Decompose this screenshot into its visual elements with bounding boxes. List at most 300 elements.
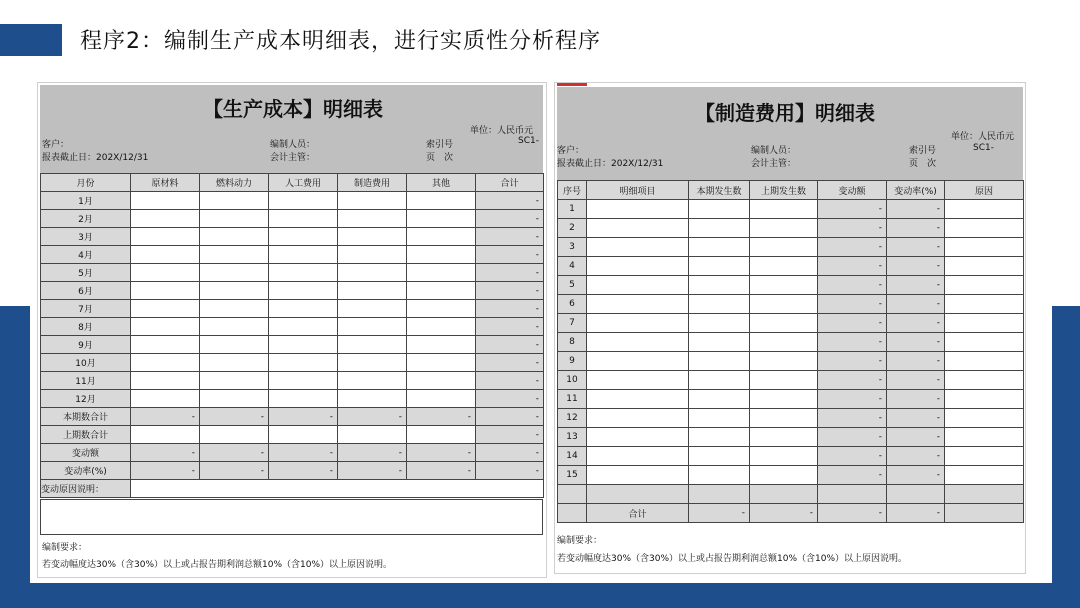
change-rate-cell: -	[887, 200, 945, 219]
current-cell[interactable]	[689, 447, 750, 466]
input-cell[interactable]	[131, 354, 200, 372]
row-number: 11	[558, 390, 587, 409]
input-cell[interactable]	[131, 390, 200, 408]
item-cell[interactable]	[587, 200, 689, 219]
month-label: 9月	[41, 336, 131, 354]
item-cell[interactable]	[587, 466, 689, 485]
index-value: SC1-	[973, 143, 994, 153]
total-cell: -	[476, 210, 544, 228]
change-rate-cell: -	[887, 295, 945, 314]
input-cell[interactable]	[200, 300, 269, 318]
summary-total-cell: -	[476, 408, 544, 426]
prior-cell[interactable]	[750, 276, 818, 295]
header-row	[558, 181, 1024, 200]
input-cell[interactable]	[269, 390, 338, 408]
summary-cell: -	[131, 462, 200, 480]
month-label: 12月	[41, 390, 131, 408]
client-label: 客户：	[557, 146, 585, 156]
row-number: 3	[558, 238, 587, 257]
current-cell[interactable]	[689, 276, 750, 295]
change-cell: -	[818, 200, 887, 219]
item-cell[interactable]	[587, 333, 689, 352]
summary-label: 上期数合计	[41, 426, 131, 444]
month-label: 7月	[41, 300, 131, 318]
detail-row	[558, 276, 1024, 295]
column-header: 序号	[558, 181, 587, 200]
blank-cell	[689, 485, 750, 504]
current-cell[interactable]	[689, 200, 750, 219]
req-label: 编制要求：	[557, 536, 603, 546]
change-rate-cell: -	[887, 352, 945, 371]
summary-cell: -	[407, 408, 476, 426]
month-row	[41, 318, 544, 336]
summary-cell[interactable]	[200, 426, 269, 444]
reason-cell[interactable]	[945, 238, 1024, 257]
month-label: 10月	[41, 354, 131, 372]
input-cell[interactable]	[200, 336, 269, 354]
month-row	[41, 192, 544, 210]
supervisor-label: 会计主管：	[270, 153, 316, 163]
column-header: 燃料动力	[200, 174, 269, 192]
input-cell[interactable]	[338, 336, 407, 354]
summary-cell: -	[407, 444, 476, 462]
detail-row	[558, 314, 1024, 333]
detail-row	[558, 295, 1024, 314]
reason-cell[interactable]	[945, 200, 1024, 219]
input-cell[interactable]	[131, 246, 200, 264]
change-cell: -	[818, 276, 887, 295]
page-label: 页 次	[909, 159, 937, 169]
month-row	[41, 336, 544, 354]
change-rate-cell: -	[887, 371, 945, 390]
blank-row	[558, 485, 1024, 504]
reason-cell[interactable]	[945, 314, 1024, 333]
summary-cell: -	[338, 408, 407, 426]
header-row	[41, 174, 544, 192]
reason-label: 变动原因说明：	[41, 480, 131, 498]
input-cell[interactable]	[200, 210, 269, 228]
input-cell[interactable]	[131, 228, 200, 246]
input-cell[interactable]	[200, 318, 269, 336]
prior-cell[interactable]	[750, 200, 818, 219]
change-rate-cell: -	[887, 447, 945, 466]
detail-row	[558, 219, 1024, 238]
input-cell[interactable]	[131, 210, 200, 228]
item-cell[interactable]	[587, 314, 689, 333]
input-cell[interactable]	[338, 372, 407, 390]
month-label: 4月	[41, 246, 131, 264]
reason-cell[interactable]	[945, 219, 1024, 238]
input-cell[interactable]	[200, 354, 269, 372]
row-number: 5	[558, 276, 587, 295]
change-rate-cell: -	[887, 390, 945, 409]
preparer-label: 编制人员：	[270, 140, 316, 150]
total-cell: -	[689, 504, 750, 523]
summary-cell: -	[269, 408, 338, 426]
input-cell[interactable]	[338, 264, 407, 282]
date-label: 报表截止日：202X/12/31	[557, 159, 664, 169]
detail-row	[558, 371, 1024, 390]
change-rate-cell: -	[887, 219, 945, 238]
change-rate-cell: -	[887, 428, 945, 447]
column-header: 原因	[945, 181, 1024, 200]
change-cell: -	[818, 333, 887, 352]
production-cost-sheet	[38, 83, 546, 577]
req-text: 若变动幅度达30%（含30%）以上或占报告期利润总额10%（含10%）以上原因说明。	[557, 554, 908, 564]
summary-row	[41, 408, 544, 426]
input-cell[interactable]	[269, 228, 338, 246]
detail-row	[558, 447, 1024, 466]
prior-cell[interactable]	[750, 219, 818, 238]
column-header: 其他	[407, 174, 476, 192]
index-label: 索引号	[426, 140, 454, 150]
current-cell[interactable]	[689, 466, 750, 485]
detail-row	[558, 428, 1024, 447]
input-cell[interactable]	[407, 336, 476, 354]
item-cell[interactable]	[587, 352, 689, 371]
detail-row	[558, 200, 1024, 219]
input-cell[interactable]	[407, 228, 476, 246]
input-cell[interactable]	[338, 210, 407, 228]
reason-row	[41, 480, 544, 498]
input-cell[interactable]	[407, 192, 476, 210]
current-cell[interactable]	[689, 428, 750, 447]
total-cell: -	[476, 282, 544, 300]
row-number: 2	[558, 219, 587, 238]
summary-cell: -	[200, 408, 269, 426]
row-number: 4	[558, 257, 587, 276]
input-cell[interactable]	[269, 192, 338, 210]
prior-cell[interactable]	[750, 390, 818, 409]
input-cell[interactable]	[200, 228, 269, 246]
total-cell: -	[476, 318, 544, 336]
prior-cell[interactable]	[750, 352, 818, 371]
total-blank	[558, 504, 587, 523]
reason-cell[interactable]	[945, 447, 1024, 466]
reason-cell[interactable]	[945, 276, 1024, 295]
reason-cell[interactable]	[945, 371, 1024, 390]
input-cell[interactable]	[131, 282, 200, 300]
month-label: 5月	[41, 264, 131, 282]
summary-row	[41, 426, 544, 444]
summary-cell: -	[131, 444, 200, 462]
change-rate-cell: -	[887, 466, 945, 485]
bottom-bar	[0, 583, 1080, 608]
summary-label: 变动率(%)	[41, 462, 131, 480]
input-cell[interactable]	[407, 390, 476, 408]
item-cell[interactable]	[587, 295, 689, 314]
current-cell[interactable]	[689, 371, 750, 390]
input-cell[interactable]	[338, 300, 407, 318]
total-cell: -	[750, 504, 818, 523]
blank-cell	[818, 485, 887, 504]
row-number: 7	[558, 314, 587, 333]
production-cost-table	[40, 173, 544, 498]
column-header: 变动额	[818, 181, 887, 200]
item-cell[interactable]	[587, 409, 689, 428]
input-cell[interactable]	[338, 354, 407, 372]
total-cell: -	[476, 228, 544, 246]
column-header: 人工费用	[269, 174, 338, 192]
column-header: 明细项目	[587, 181, 689, 200]
item-cell[interactable]	[587, 428, 689, 447]
reason-cell[interactable]	[945, 295, 1024, 314]
month-label: 11月	[41, 372, 131, 390]
total-row	[558, 504, 1024, 523]
input-cell[interactable]	[200, 246, 269, 264]
total-cell: -	[476, 192, 544, 210]
summary-cell: -	[407, 462, 476, 480]
month-row	[41, 300, 544, 318]
total-reason-cell	[945, 504, 1024, 523]
cell-marker	[557, 83, 587, 86]
input-cell[interactable]	[269, 210, 338, 228]
summary-total-cell: -	[476, 426, 544, 444]
month-label: 1月	[41, 192, 131, 210]
input-cell[interactable]	[269, 372, 338, 390]
change-cell: -	[818, 238, 887, 257]
unit-label: 单位：人民币元	[951, 132, 1015, 142]
input-cell[interactable]	[200, 264, 269, 282]
total-cell: -	[476, 336, 544, 354]
input-cell[interactable]	[269, 282, 338, 300]
detail-row	[558, 257, 1024, 276]
summary-total-cell: -	[476, 462, 544, 480]
summary-cell[interactable]	[269, 426, 338, 444]
page-label: 页 次	[426, 153, 454, 163]
row-number: 1	[558, 200, 587, 219]
date-label: 报表截止日：202X/12/31	[42, 153, 149, 163]
current-cell[interactable]	[689, 409, 750, 428]
change-cell: -	[818, 371, 887, 390]
total-cell: -	[818, 504, 887, 523]
month-row	[41, 228, 544, 246]
reason-cell[interactable]	[945, 428, 1024, 447]
input-cell[interactable]	[407, 300, 476, 318]
manufacturing-expense-sheet	[555, 83, 1025, 573]
change-cell: -	[818, 295, 887, 314]
summary-cell: -	[338, 444, 407, 462]
summary-label: 变动额	[41, 444, 131, 462]
total-cell: -	[476, 354, 544, 372]
detail-row	[558, 333, 1024, 352]
unit-label: 单位：人民币元	[470, 126, 534, 136]
month-row	[41, 210, 544, 228]
summary-row	[41, 462, 544, 480]
input-cell[interactable]	[269, 354, 338, 372]
reason-cell[interactable]	[945, 257, 1024, 276]
sheet-title: 【生产成本】明细表	[203, 97, 383, 121]
reason-cell[interactable]	[945, 466, 1024, 485]
reason-cell[interactable]	[945, 409, 1024, 428]
prior-cell[interactable]	[750, 447, 818, 466]
change-cell: -	[818, 409, 887, 428]
input-cell[interactable]	[407, 372, 476, 390]
summary-cell: -	[200, 462, 269, 480]
input-cell[interactable]	[407, 318, 476, 336]
input-cell[interactable]	[407, 282, 476, 300]
row-number: 8	[558, 333, 587, 352]
req-label: 编制要求：	[42, 543, 88, 553]
blank-cell	[587, 485, 689, 504]
input-cell[interactable]	[407, 210, 476, 228]
change-cell: -	[818, 390, 887, 409]
detail-row	[558, 409, 1024, 428]
total-label: 合计	[587, 504, 689, 523]
row-number: 6	[558, 295, 587, 314]
row-number: 15	[558, 466, 587, 485]
month-row	[41, 372, 544, 390]
input-cell[interactable]	[338, 318, 407, 336]
summary-cell: -	[200, 444, 269, 462]
summary-cell[interactable]	[338, 426, 407, 444]
input-cell[interactable]	[131, 300, 200, 318]
current-cell[interactable]	[689, 295, 750, 314]
reason-cell[interactable]	[131, 480, 544, 498]
req-text: 若变动幅度达30%（含30%）以上或占报告期利润总额10%（含10%）以上原因说明。	[42, 560, 393, 570]
input-cell[interactable]	[338, 282, 407, 300]
input-cell[interactable]	[269, 318, 338, 336]
prior-cell[interactable]	[750, 428, 818, 447]
input-cell[interactable]	[131, 264, 200, 282]
month-row	[41, 354, 544, 372]
change-cell: -	[818, 257, 887, 276]
item-cell[interactable]	[587, 447, 689, 466]
input-cell[interactable]	[131, 318, 200, 336]
input-cell[interactable]	[269, 336, 338, 354]
input-cell[interactable]	[338, 246, 407, 264]
left-side-bar	[0, 306, 30, 608]
month-label: 3月	[41, 228, 131, 246]
prior-cell[interactable]	[750, 295, 818, 314]
item-cell[interactable]	[587, 390, 689, 409]
prior-cell[interactable]	[750, 314, 818, 333]
input-cell[interactable]	[269, 246, 338, 264]
detail-row	[558, 238, 1024, 257]
input-cell[interactable]	[338, 390, 407, 408]
month-label: 2月	[41, 210, 131, 228]
prior-cell[interactable]	[750, 333, 818, 352]
item-cell[interactable]	[587, 276, 689, 295]
month-label: 8月	[41, 318, 131, 336]
index-label: 索引号	[909, 146, 937, 156]
input-cell[interactable]	[200, 390, 269, 408]
total-cell: -	[476, 372, 544, 390]
column-header: 原材料	[131, 174, 200, 192]
input-cell[interactable]	[200, 282, 269, 300]
input-cell[interactable]	[131, 372, 200, 390]
sheet-title: 【制造费用】明细表	[695, 101, 875, 125]
input-cell[interactable]	[200, 192, 269, 210]
input-cell[interactable]	[407, 264, 476, 282]
item-cell[interactable]	[587, 257, 689, 276]
input-cell[interactable]	[407, 354, 476, 372]
current-cell[interactable]	[689, 390, 750, 409]
month-row	[41, 246, 544, 264]
reason-cell[interactable]	[945, 352, 1024, 371]
summary-row	[41, 444, 544, 462]
detail-row	[558, 390, 1024, 409]
summary-cell[interactable]	[407, 426, 476, 444]
current-cell[interactable]	[689, 257, 750, 276]
summary-cell[interactable]	[131, 426, 200, 444]
column-header: 上期发生数	[750, 181, 818, 200]
summary-cell: -	[131, 408, 200, 426]
row-number: 13	[558, 428, 587, 447]
detail-row	[558, 352, 1024, 371]
right-side-bar	[1052, 306, 1080, 608]
total-cell: -	[476, 246, 544, 264]
change-cell: -	[818, 447, 887, 466]
change-rate-cell: -	[887, 314, 945, 333]
current-cell[interactable]	[689, 314, 750, 333]
reason-cell[interactable]	[945, 390, 1024, 409]
total-cell: -	[476, 390, 544, 408]
change-cell: -	[818, 466, 887, 485]
month-row	[41, 264, 544, 282]
input-cell[interactable]	[131, 336, 200, 354]
column-header: 合计	[476, 174, 544, 192]
manufacturing-expense-table	[557, 180, 1024, 523]
blank-cell	[750, 485, 818, 504]
item-cell[interactable]	[587, 238, 689, 257]
current-cell[interactable]	[689, 352, 750, 371]
blank-cell	[945, 485, 1024, 504]
input-cell[interactable]	[269, 300, 338, 318]
current-cell[interactable]	[689, 333, 750, 352]
change-cell: -	[818, 314, 887, 333]
summary-cell: -	[269, 462, 338, 480]
change-rate-cell: -	[887, 238, 945, 257]
preparer-label: 编制人员：	[751, 146, 797, 156]
current-cell[interactable]	[689, 219, 750, 238]
change-rate-cell: -	[887, 276, 945, 295]
total-cell: -	[476, 300, 544, 318]
input-cell[interactable]	[269, 264, 338, 282]
prior-cell[interactable]	[750, 238, 818, 257]
prior-cell[interactable]	[750, 257, 818, 276]
input-cell[interactable]	[200, 372, 269, 390]
current-cell[interactable]	[689, 238, 750, 257]
reason-cell[interactable]	[945, 333, 1024, 352]
supervisor-label: 会计主管：	[751, 159, 797, 169]
prior-cell[interactable]	[750, 371, 818, 390]
prior-cell[interactable]	[750, 409, 818, 428]
summary-cell: -	[269, 444, 338, 462]
change-cell: -	[818, 219, 887, 238]
input-cell[interactable]	[338, 192, 407, 210]
item-cell[interactable]	[587, 219, 689, 238]
prior-cell[interactable]	[750, 466, 818, 485]
input-cell[interactable]	[131, 192, 200, 210]
reason-box[interactable]	[40, 499, 543, 535]
row-number: 10	[558, 371, 587, 390]
input-cell[interactable]	[338, 228, 407, 246]
change-rate-cell: -	[887, 333, 945, 352]
summary-cell: -	[338, 462, 407, 480]
total-cell: -	[476, 264, 544, 282]
item-cell[interactable]	[587, 371, 689, 390]
input-cell[interactable]	[407, 246, 476, 264]
month-row	[41, 390, 544, 408]
change-rate-cell: -	[887, 257, 945, 276]
column-header: 制造费用	[338, 174, 407, 192]
index-value: SC1-	[518, 136, 539, 146]
blank-cell	[558, 485, 587, 504]
change-cell: -	[818, 352, 887, 371]
client-label: 客户：	[42, 140, 70, 150]
row-number: 14	[558, 447, 587, 466]
